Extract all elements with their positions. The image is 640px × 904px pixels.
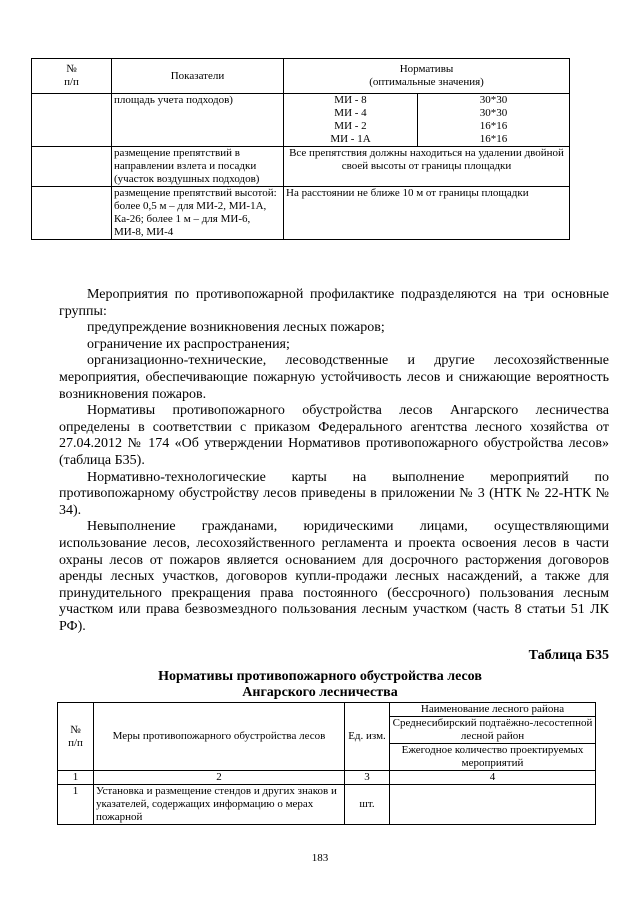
heli-type: МИ - 1А — [330, 133, 371, 145]
header-num: № п/п — [58, 703, 94, 771]
header-region-name: Наименование лесного района — [390, 703, 596, 717]
paragraph: Мероприятия по противопожарной профилактике подразделяются на три основные группы: — [59, 287, 609, 319]
header-unit: Ед. изм. — [345, 703, 390, 771]
table-title-line: Нормативы противопожарного обустройства лесов — [158, 669, 482, 684]
heli-type: МИ - 4 — [334, 107, 367, 119]
size-value: 16*16 — [479, 133, 508, 145]
table-row — [32, 147, 570, 187]
paragraph: предупреждение возникновения лесных пожаров; — [87, 320, 385, 336]
header-annual: Ежегодное количество проектируемых мероприятий — [390, 744, 596, 771]
col-num: 3 — [345, 771, 390, 785]
table-header-row — [32, 59, 570, 94]
fire-prevention-norms-table — [57, 702, 596, 825]
cell-indicator: размещение препятствий в направлении взлета и посадки (участок воздушных подходов) — [112, 147, 284, 187]
header-region: Среднесибирский подтаёжно-лесостепной лесной район — [390, 717, 596, 744]
helipad-norms-table — [31, 58, 570, 240]
cell-empty — [32, 147, 112, 187]
table-label: Таблица Б35 — [528, 648, 609, 663]
heli-type: МИ - 8 — [334, 94, 367, 106]
row-value — [390, 785, 596, 825]
size-value: 16*16 — [479, 120, 508, 132]
table-header-row — [58, 703, 596, 717]
cell-empty — [32, 94, 112, 147]
row-num: 1 — [58, 785, 94, 825]
header-measures: Меры противопожарного обустройства лесов — [94, 703, 345, 771]
cell-sizes — [418, 94, 570, 147]
paragraph: Нормативы противопожарного обустройства лесов Ангарского лесничества определены в соответствии с приказом Федерального агентства лесного хозяйства от 27.04.2012 № 174 «Об утверждении Нормативов противопожарного обустройства лесов» (таблица Б35). — [59, 403, 609, 468]
table-title-line: Ангарского лесничества — [242, 685, 398, 700]
paragraph: Нормативно-технологические карты на выполнение мероприятий по противопожарному обустройству лесов приведены в приложении № 3 (НТК № 22-НТК № 34). — [59, 469, 609, 518]
col-num: 4 — [390, 771, 596, 785]
cell-indicator: площадь учета подходов) — [112, 94, 284, 147]
col-num: 2 — [94, 771, 345, 785]
size-value: 30*30 — [479, 94, 508, 106]
row-unit: шт. — [345, 785, 390, 825]
page-number: 183 — [311, 852, 329, 864]
table-row — [58, 785, 596, 825]
table-row — [32, 94, 570, 147]
header-norms: Нормативы (оптимальные значения) — [284, 59, 570, 94]
paragraph: организационно-технические, лесоводственные и другие лесохозяйственные мероприятия, обеспечивающие пожарную устойчивость лесов и снижающие вероятность возникновения пожаров. — [59, 353, 609, 402]
cell-norm: Все препятствия должны находиться на удалении двойной своей высоты от границы площадки — [284, 147, 570, 187]
paragraph: ограничение их распространения; — [87, 336, 290, 352]
body-text — [59, 287, 609, 635]
row-measure: Установка и размещение стендов и других знаков и указателей, содержащих информацию о мерах пожарной — [94, 785, 345, 825]
col-num: 1 — [58, 771, 94, 785]
cell-heli-types — [284, 94, 418, 147]
size-value: 30*30 — [479, 107, 508, 119]
cell-empty — [32, 187, 112, 240]
heli-type: МИ - 2 — [334, 120, 367, 132]
column-number-row — [58, 771, 596, 785]
paragraph: Невыполнение гражданами, юридическими лицами, осуществляющими использование лесов, лесохозяйственного регламента и проекта освоения лесов в части охраны лесов от пожаров является основанием для досрочного расторжения договоров аренды лесных участков, договоров купли-продажи лесных насаждений, а также для принудительного прекращения права постоянного (бессрочного) пользования лесным участком или права безвозмездного пользования лесным участком (часть 8 статьи 51 ЛК РФ). — [59, 519, 609, 634]
cell-norm: На расстоянии не ближе 10 м от границы площадки — [284, 187, 570, 240]
header-num: № п/п — [32, 59, 112, 94]
table-title — [0, 669, 640, 701]
header-indicator: Показатели — [112, 59, 284, 94]
table-row — [32, 187, 570, 240]
cell-indicator: размещение препятствий высотой: более 0,5 м – для МИ-2, МИ-1А, Ка-26; более 1 м – для МИ-6, МИ-8, МИ-4 — [112, 187, 284, 240]
